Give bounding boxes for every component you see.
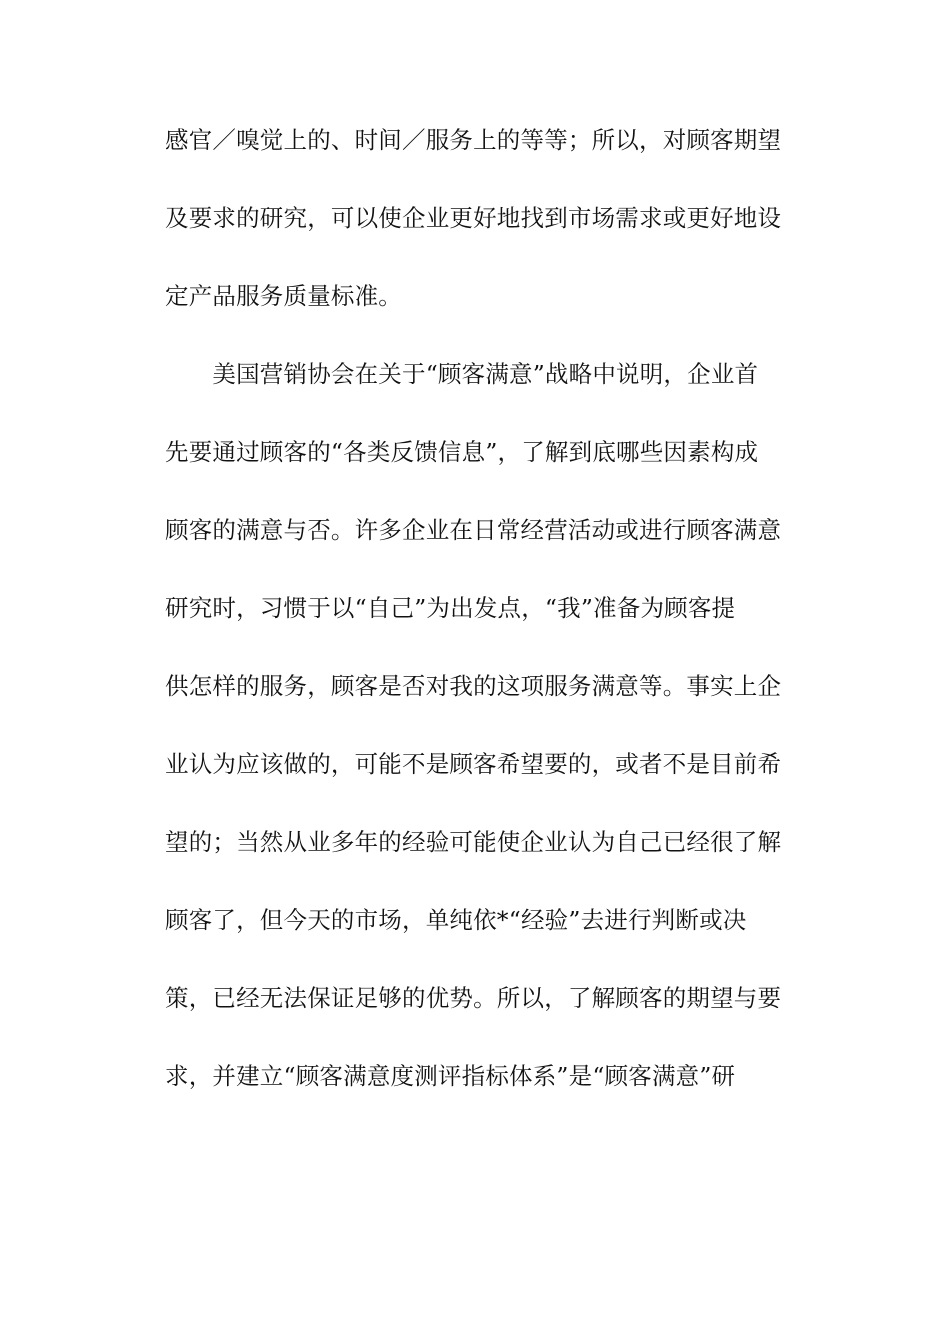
paragraph-1 — [165, 101, 790, 335]
text-line: 美国营销协会在关于“顾客满意”战略中说明，企业首 — [165, 360, 759, 388]
text-line: 策，已经无法保证足够的优势。所以，了解顾客的期望与要 — [165, 984, 782, 1012]
text-line: 求，并建立“顾客满意度测评指标体系”是“顾客满意”研 — [165, 1062, 736, 1090]
text-line: 感官／嗅觉上的、时间／服务上的等等；所以，对顾客期望 — [165, 126, 782, 154]
text-line: 定产品服务质量标准。 — [165, 282, 402, 310]
text-line: 业认为应该做的，可能不是顾客希望要的，或者不是目前希 — [165, 750, 782, 778]
text-line: 研究时，习惯于以“自己”为出发点，“我”准备为顾客提 — [165, 594, 736, 622]
text-line: 顾客了，但今天的市场，单纯依*“经验”去进行判断或决 — [165, 906, 747, 934]
text-line: 及要求的研究，可以使企业更好地找到市场需求或更好地设 — [165, 204, 782, 232]
paragraph-2 — [165, 335, 790, 1115]
text-line: 先要通过顾客的“各类反馈信息”，了解到底哪些因素构成 — [165, 438, 759, 466]
text-line: 顾客的满意与否。许多企业在日常经营活动或进行顾客满意 — [165, 516, 782, 544]
text-line: 供怎样的服务，顾客是否对我的这项服务满意等。事实上企 — [165, 672, 782, 700]
text-line: 望的；当然从业多年的经验可能使企业认为自己已经很了解 — [165, 828, 782, 856]
